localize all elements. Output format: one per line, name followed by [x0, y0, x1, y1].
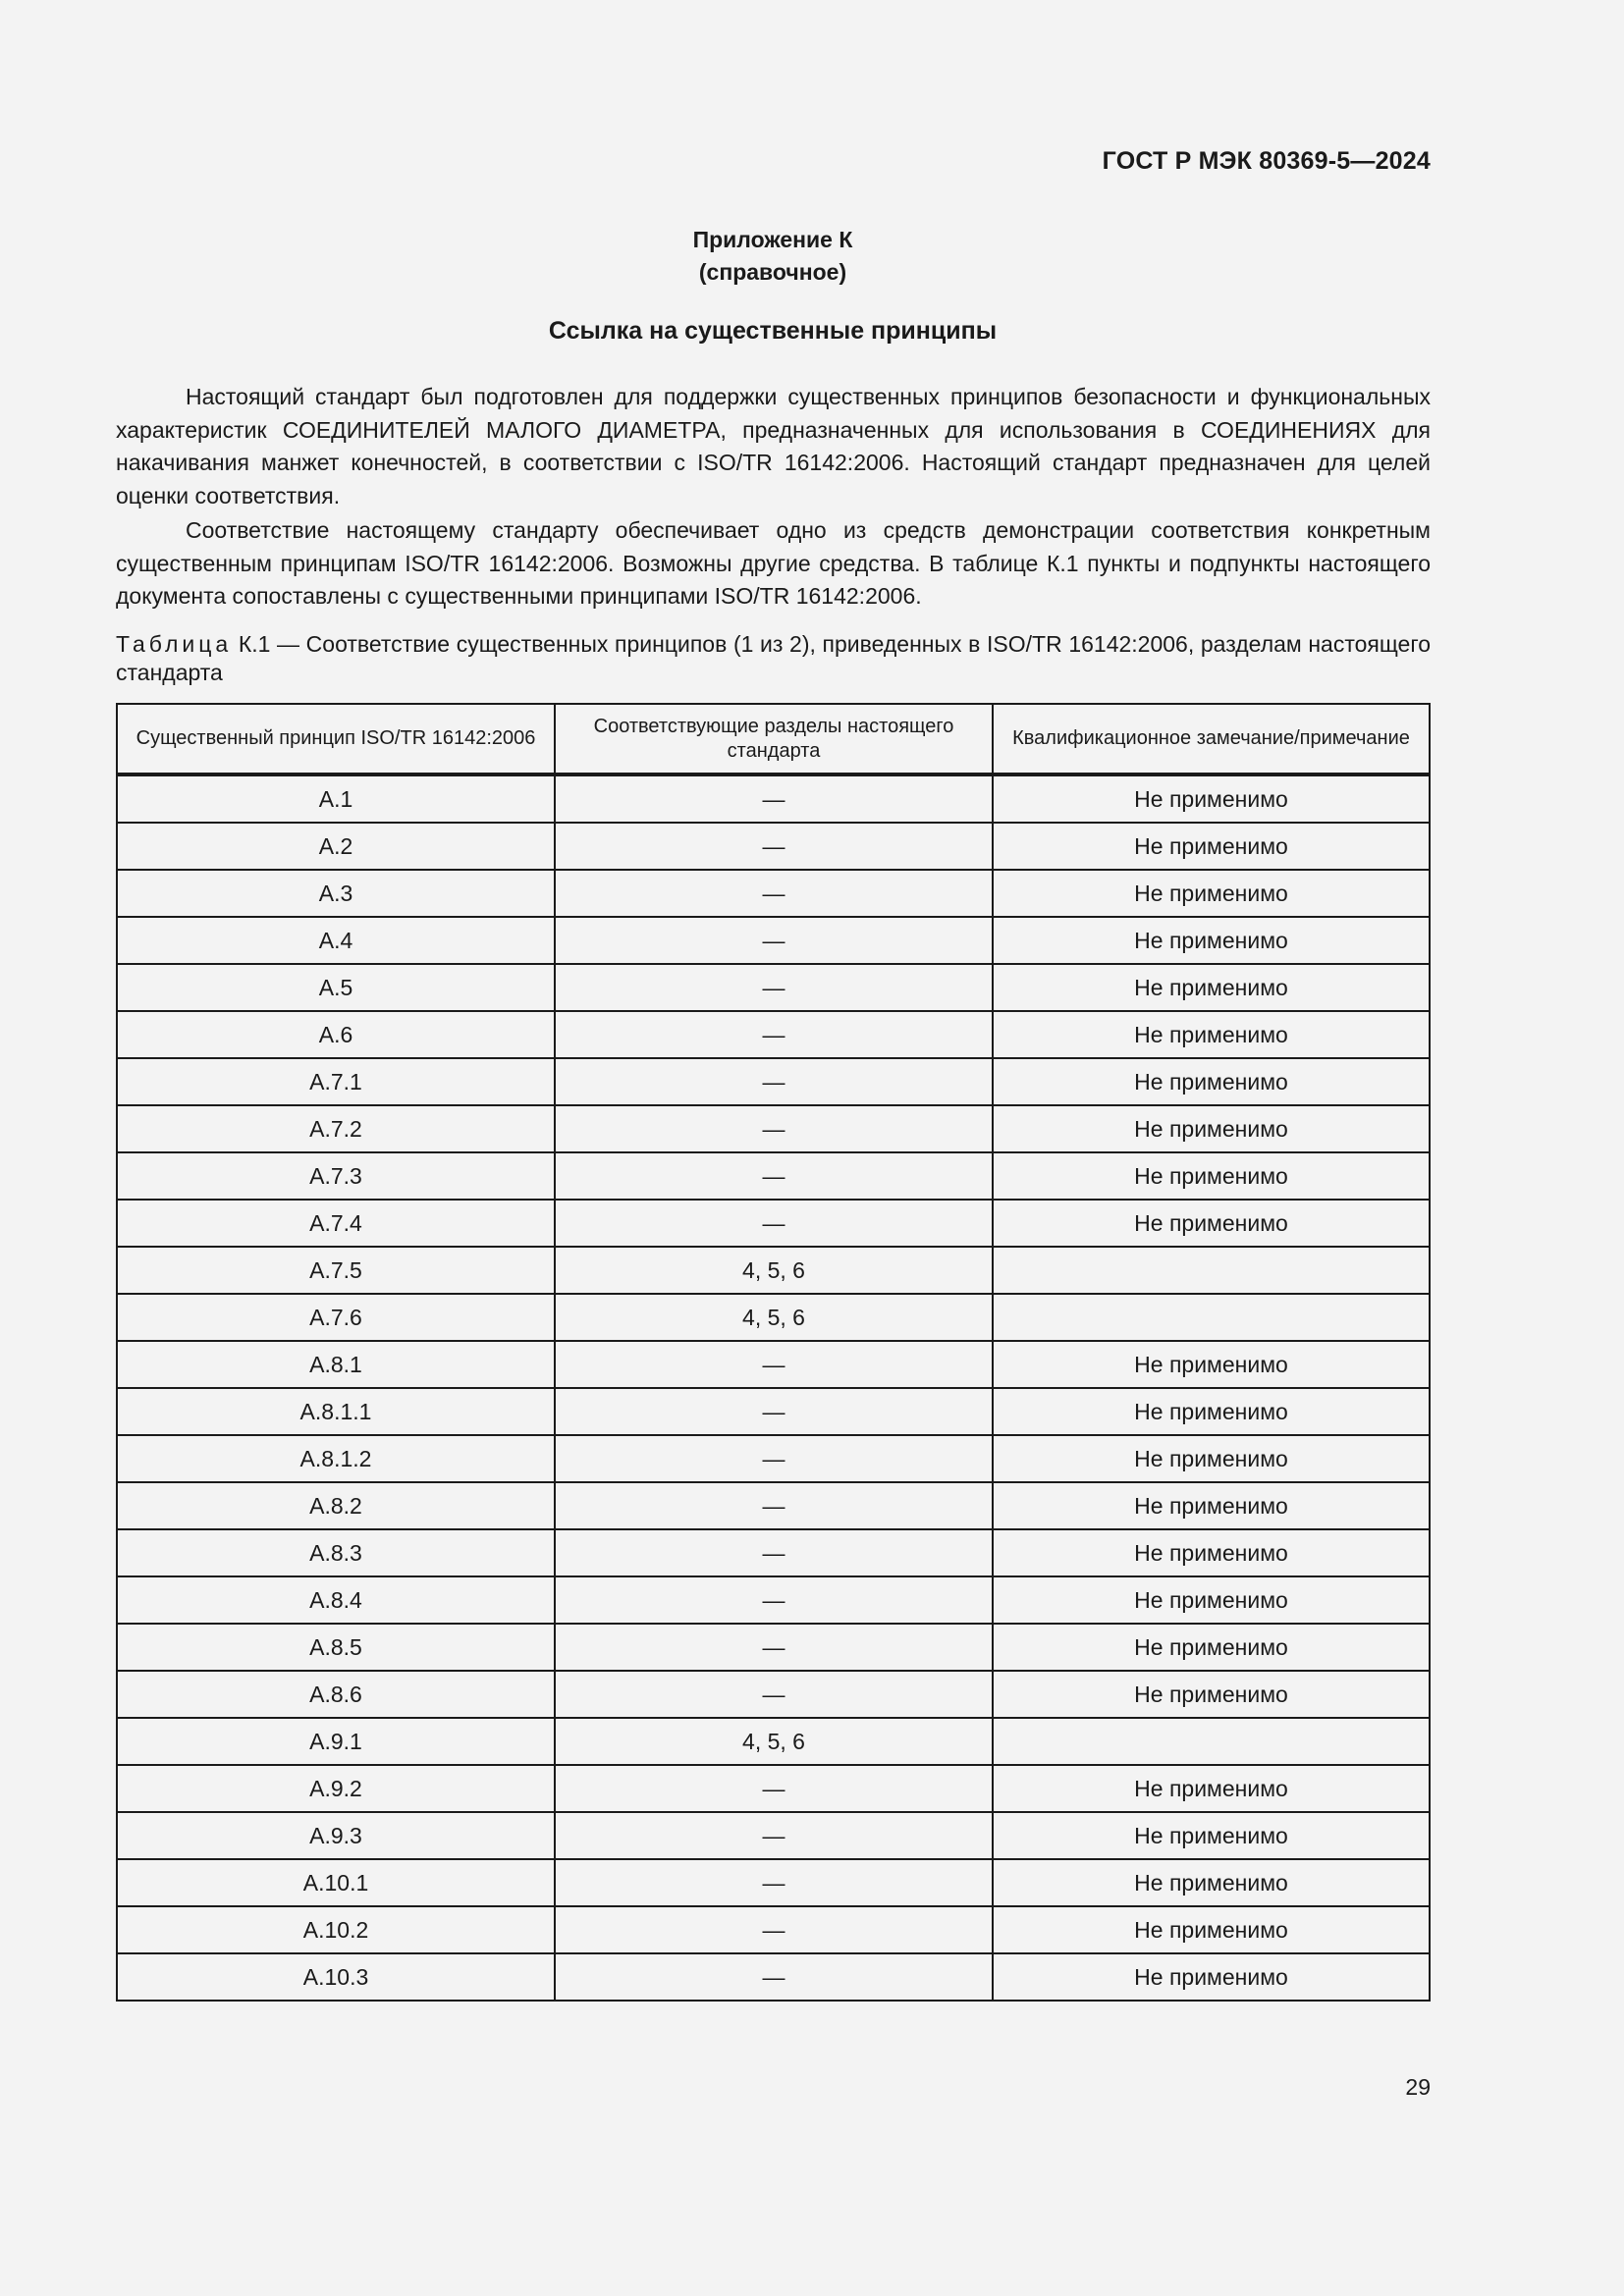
- table-row: [117, 1718, 1430, 1765]
- table-row: [117, 1859, 1430, 1906]
- cell-sections: 4, 5, 6: [555, 1247, 993, 1294]
- table-row: [117, 1341, 1430, 1388]
- cell-sections: —: [555, 1435, 993, 1482]
- cell-principle: А.9.2: [117, 1765, 555, 1812]
- cell-remark: Не применимо: [993, 870, 1430, 917]
- table-row: [117, 1105, 1430, 1152]
- cell-sections: —: [555, 1671, 993, 1718]
- cell-remark: Не применимо: [993, 1105, 1430, 1152]
- cell-remark: Не применимо: [993, 1200, 1430, 1247]
- cell-sections: —: [555, 1576, 993, 1624]
- header-remark: Квалификационное замечание/примечание: [993, 704, 1430, 774]
- paragraph: Соответствие настоящему стандарту обеспечивает одно из средств демонстрации соответствия конкретным существенным принципам ISO/TR 16142:2006. Возможны другие средства. В таблице К.1 пункты и подпункты настоящего документа сопоставлены с существенными принципами ISO/TR 16142:2006.: [116, 517, 1431, 609]
- table-row: [117, 1152, 1430, 1200]
- appendix-title: Ссылка на существенные принципы: [548, 317, 998, 345]
- cell-sections: —: [555, 1765, 993, 1812]
- cell-principle: А.7.4: [117, 1200, 555, 1247]
- cell-principle: А.5: [117, 964, 555, 1011]
- cell-sections: —: [555, 1388, 993, 1435]
- cell-remark: Не применимо: [993, 1482, 1430, 1529]
- table-row: [117, 774, 1430, 823]
- cell-sections: —: [555, 870, 993, 917]
- body-text: [116, 381, 1431, 615]
- cell-principle: А.8.6: [117, 1671, 555, 1718]
- cell-sections: —: [555, 964, 993, 1011]
- table-row: [117, 964, 1430, 1011]
- header-sections: Соответствующие разделы настоящего стандарта: [555, 704, 993, 774]
- table-row: [117, 1671, 1430, 1718]
- cell-remark: Не применимо: [993, 774, 1430, 823]
- cell-remark: Не применимо: [993, 1906, 1430, 1953]
- correspondence-table: [116, 703, 1431, 2002]
- cell-sections: —: [555, 1906, 993, 1953]
- cell-principle: А.7.2: [117, 1105, 555, 1152]
- cell-sections: —: [555, 1624, 993, 1671]
- cell-sections: 4, 5, 6: [555, 1294, 993, 1341]
- cell-remark: [993, 1247, 1430, 1294]
- table-row: [117, 870, 1430, 917]
- cell-remark: Не применимо: [993, 1529, 1430, 1576]
- table-row: [117, 1200, 1430, 1247]
- header-principle: Существенный принцип ISO/TR 16142:2006: [117, 704, 555, 774]
- appendix-type: (справочное): [698, 259, 847, 285]
- cell-principle: А.10.2: [117, 1906, 555, 1953]
- cell-remark: Не применимо: [993, 1388, 1430, 1435]
- cell-remark: Не применимо: [993, 1765, 1430, 1812]
- cell-sections: —: [555, 1529, 993, 1576]
- table-row: [117, 1953, 1430, 2001]
- cell-sections: —: [555, 1953, 993, 2001]
- cell-remark: Не применимо: [993, 1953, 1430, 2001]
- paragraph: Настоящий стандарт был подготовлен для поддержки существенных принципов безопасности и функциональных характеристик СОЕДИНИТЕЛЕЙ МАЛОГО ДИАМЕТРА, предназначенных для использования в СОЕДИНЕНИЯХ для накачивания манжет конечностей, в соответствии с ISO/TR 16142:2006. Настоящий стандарт предназначен для целей оценки соответствия.: [116, 384, 1431, 508]
- table-row: [117, 1058, 1430, 1105]
- table-caption-text: К.1 — Соответствие существенных принципов (1 из 2), приведенных в ISO/TR 16142:2006, разделам настоящего стандарта: [116, 631, 1432, 685]
- table-row: [117, 917, 1430, 964]
- cell-sections: —: [555, 1011, 993, 1058]
- cell-sections: —: [555, 1152, 993, 1200]
- table-row: [117, 1624, 1430, 1671]
- cell-principle: А.6: [117, 1011, 555, 1058]
- cell-principle: А.9.1: [117, 1718, 555, 1765]
- cell-remark: Не применимо: [993, 1341, 1430, 1388]
- table-row: [117, 1247, 1430, 1294]
- cell-remark: Не применимо: [993, 1859, 1430, 1906]
- table-row: [117, 1906, 1430, 1953]
- cell-principle: А.7.6: [117, 1294, 555, 1341]
- table-row: [117, 1812, 1430, 1859]
- cell-remark: [993, 1294, 1430, 1341]
- cell-principle: А.8.1: [117, 1341, 555, 1388]
- cell-sections: —: [555, 823, 993, 870]
- cell-remark: Не применимо: [993, 1152, 1430, 1200]
- cell-remark: Не применимо: [993, 1671, 1430, 1718]
- cell-remark: [993, 1718, 1430, 1765]
- cell-principle: А.8.3: [117, 1529, 555, 1576]
- cell-sections: —: [555, 1812, 993, 1859]
- cell-sections: 4, 5, 6: [555, 1718, 993, 1765]
- cell-sections: —: [555, 1105, 993, 1152]
- table-caption-label: Таблица: [116, 631, 233, 657]
- cell-principle: А.8.2: [117, 1482, 555, 1529]
- table-row: [117, 1529, 1430, 1576]
- cell-remark: Не применимо: [993, 1812, 1430, 1859]
- cell-remark: Не применимо: [993, 1576, 1430, 1624]
- cell-remark: Не применимо: [993, 964, 1430, 1011]
- table-caption: [116, 630, 1431, 687]
- cell-sections: —: [555, 917, 993, 964]
- cell-principle: А.10.1: [117, 1859, 555, 1906]
- table-row: [117, 1482, 1430, 1529]
- cell-sections: —: [555, 1200, 993, 1247]
- cell-principle: А.8.4: [117, 1576, 555, 1624]
- cell-remark: Не применимо: [993, 1624, 1430, 1671]
- table-row: [117, 1294, 1430, 1341]
- table-row: [117, 1435, 1430, 1482]
- page-number: 29: [1405, 2074, 1431, 2100]
- table-header-row: [117, 704, 1430, 774]
- cell-principle: А.7.1: [117, 1058, 555, 1105]
- cell-principle: А.4: [117, 917, 555, 964]
- cell-remark: Не применимо: [993, 1058, 1430, 1105]
- cell-principle: А.7.3: [117, 1152, 555, 1200]
- cell-remark: Не применимо: [993, 917, 1430, 964]
- cell-principle: А.1: [117, 774, 555, 823]
- table-row: [117, 1388, 1430, 1435]
- cell-principle: А.10.3: [117, 1953, 555, 2001]
- cell-principle: А.9.3: [117, 1812, 555, 1859]
- table-row: [117, 823, 1430, 870]
- cell-principle: А.2: [117, 823, 555, 870]
- cell-remark: Не применимо: [993, 1011, 1430, 1058]
- cell-remark: Не применимо: [993, 823, 1430, 870]
- cell-sections: —: [555, 774, 993, 823]
- table-body: [117, 774, 1430, 2001]
- cell-principle: А.8.5: [117, 1624, 555, 1671]
- cell-principle: А.8.1.2: [117, 1435, 555, 1482]
- cell-sections: —: [555, 1859, 993, 1906]
- table-row: [117, 1765, 1430, 1812]
- appendix-label: Приложение К: [692, 227, 853, 252]
- standard-code: ГОСТ Р МЭК 80369-5—2024: [1102, 147, 1431, 175]
- cell-sections: —: [555, 1482, 993, 1529]
- cell-principle: А.3: [117, 870, 555, 917]
- cell-principle: А.7.5: [117, 1247, 555, 1294]
- cell-principle: А.8.1.1: [117, 1388, 555, 1435]
- cell-remark: Не применимо: [993, 1435, 1430, 1482]
- table-row: [117, 1011, 1430, 1058]
- table-row: [117, 1576, 1430, 1624]
- cell-sections: —: [555, 1341, 993, 1388]
- appendix-heading: [0, 224, 1545, 289]
- cell-sections: —: [555, 1058, 993, 1105]
